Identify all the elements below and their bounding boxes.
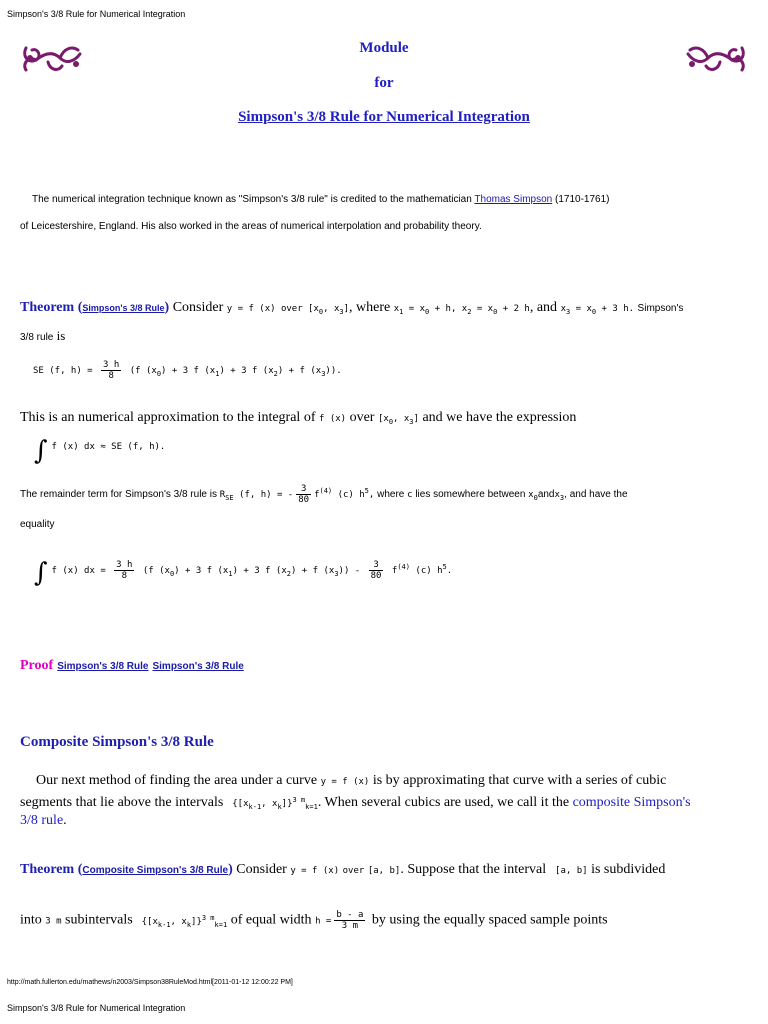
composite-link[interactable]: composite Simpson's bbox=[572, 795, 691, 810]
remainder-line: The remainder term for Simpson's 3/8 rule is $R_{SE}$ (f, h) = - $\frac{3}{80}$ $f^{(4)}$ (c) $h^5$, where c lies somewhere between $x_0andx_3$, and have the bbox=[20, 484, 628, 505]
title-module: Module bbox=[359, 40, 409, 56]
theorem2-line: Theorem (Composite Simpson's 3/8 Rule) Consider y = f (x) over [a, b]. Suppose that the interval [a, b] is subdivided bbox=[20, 862, 666, 877]
theorem2-line-2: into 3 m subintervals {[$x_{k-1}$, $x_k]\}^{3 m}_{k=1}$ of equal width h = $\frac{b - a}{3 m}$ by using the equally spaced sample points bbox=[20, 910, 608, 931]
composite-line-2: segments that lie above the intervals {[$x_{k-1}$, $x_k]\}^{3 m}_{k=1}$. When several cubics are used, we call it the composite Simpson's bbox=[20, 795, 691, 811]
theorem2-label: Theorem bbox=[20, 862, 75, 877]
title-for: for bbox=[374, 75, 394, 91]
remainder-line-2: equality bbox=[20, 519, 55, 530]
theorem1-line-2: 3/8 rule is bbox=[20, 328, 66, 343]
footer-title: Simpson's 3/8 Rule for Numerical Integration bbox=[7, 1003, 186, 1013]
approx-line: This is an numerical approximation to the integral of f (x) over [$x_0$, $x_3$] and we have the expression bbox=[20, 410, 577, 426]
composite-line-1: Our next method of finding the area under a curve y = f (x) is by approximating that curve with a series of cubic bbox=[36, 773, 667, 788]
theorem2-link[interactable]: Composite Simpson's 3/8 Rule bbox=[82, 865, 229, 876]
thomas-simpson-link[interactable]: Thomas Simpson bbox=[474, 194, 553, 205]
proof-label: Proof bbox=[20, 658, 54, 673]
intro-line-1: The numerical integration technique known as "Simpson's 3/8 rule" is credited to the mathematician Thomas Simpson (1710-1761) bbox=[32, 194, 610, 205]
proof-link-2[interactable]: Simpson's 3/8 Rule bbox=[152, 661, 244, 672]
title-main[interactable]: Simpson's 3/8 Rule for Numerical Integration bbox=[238, 109, 530, 125]
se-formula: SE (f, h) = $\frac{3 h}{8}$ (f $(x_0) + 3$ f $(x_1) + 3$ f $(x_2) + f$ $(x_3)$). bbox=[33, 360, 342, 381]
proof-line bbox=[20, 656, 244, 674]
integral-icon: ∫ bbox=[34, 436, 48, 466]
footer-url: http://math.fullerton.edu/mathews/n2003/Simpson38RuleMod.html[2011-01-12 12:00:22 PM] bbox=[7, 979, 293, 986]
intro-line-2: of Leicestershire, England. His also worked in the areas of numerical interpolation and probability theory. bbox=[20, 221, 482, 232]
integral-icon: ∫ bbox=[34, 558, 48, 588]
proof-link-1[interactable]: Simpson's 3/8 Rule bbox=[57, 661, 149, 672]
page-header: Simpson's 3/8 Rule for Numerical Integration bbox=[7, 9, 186, 19]
integral-approx: ∫ $^{f (x) dx \approx SE (f, h).}$ bbox=[34, 436, 166, 466]
equality-formula: ∫ $^{f (x) dx = \frac{3 h}{8} (f (x_0) + 3 f (x_1) + 3 f (x_2) + f (x_3)) - \frac{3}{80} f^{(4)} (c) h^5.}$ bbox=[34, 558, 453, 588]
theorem1-link[interactable]: Simpson's 3/8 Rule bbox=[82, 303, 165, 313]
composite-line-3: 3/8 rule. bbox=[20, 813, 67, 828]
theorem1-line: Theorem (Simpson's 3/8 Rule) Consider y = f (x) over [$x_0$, $x_3$], where $x_1 = x_0 + h$, $x_2 = x_0 + 2$ h, and $x_3 = x_0 + 3$ h. Simpson's bbox=[20, 300, 684, 316]
composite-link-2[interactable]: 3/8 rule bbox=[20, 813, 64, 828]
theorem1-label: Theorem bbox=[20, 300, 75, 315]
composite-heading: Composite Simpson's 3/8 Rule bbox=[20, 734, 214, 750]
